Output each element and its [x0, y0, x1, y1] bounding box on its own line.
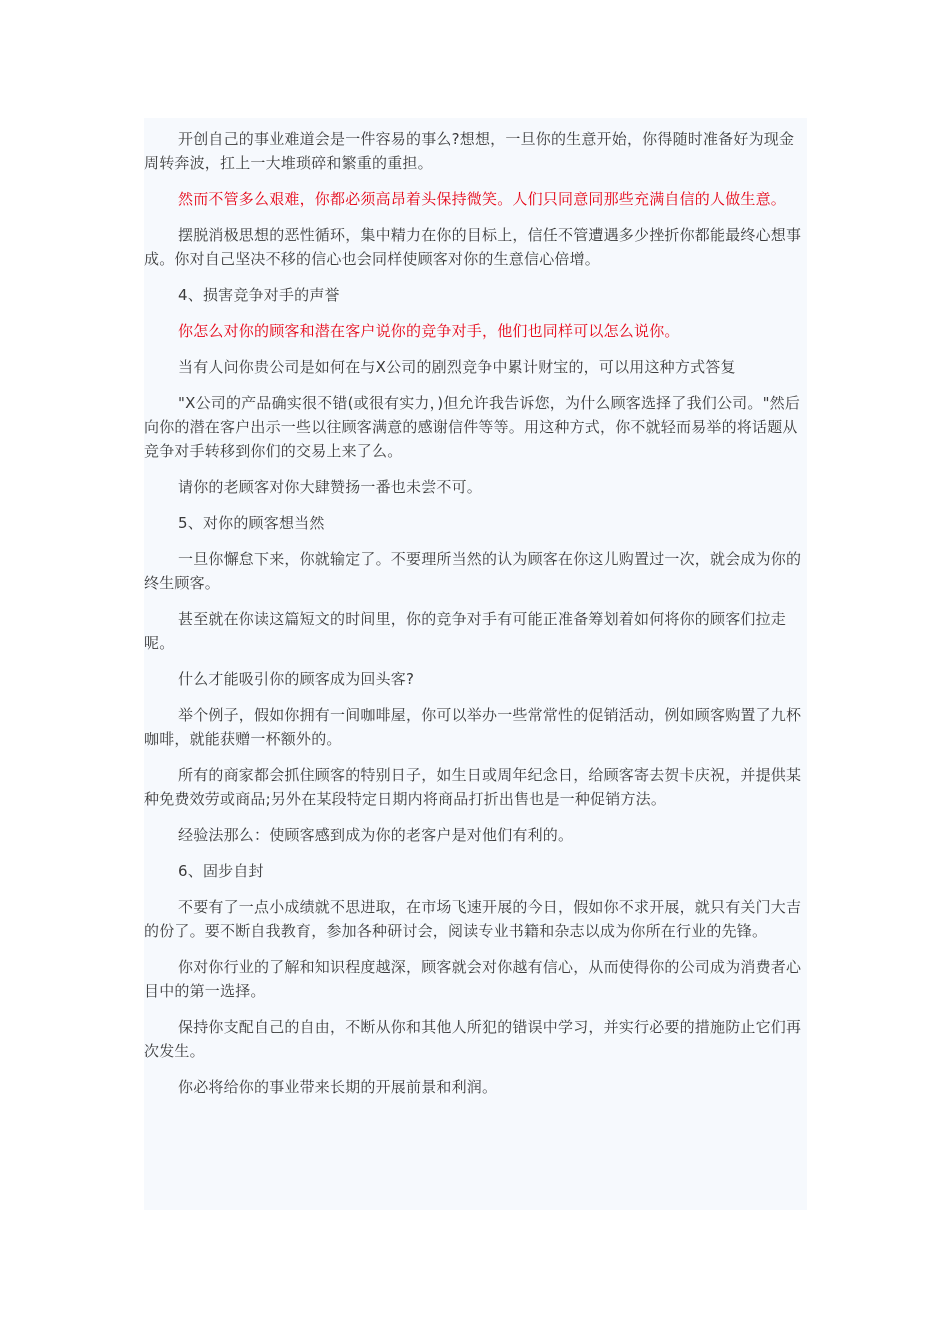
paragraph-7: "X公司的产品确实很不错(或很有实力，)但允许我告诉您，为什么顾客选择了我们公司。"然后向你的潜在客户出示一些以往顾客满意的感谢信件等等。用这种方式，你不就轻而易举的将话题从竞争对手转移到你们的交易上来了么。 [144, 394, 801, 460]
paragraph-18: 你对你行业的了解和知识程度越深，顾客就会对你越有信心，从而使得你的公司成为消费者心目中的第一选择。 [144, 958, 802, 1000]
paragraph-2-highlight: 然而不管多么艰难，你都必须高昂着头保持微笑。人们只同意同那些充满自信的人做生意。 [178, 190, 787, 208]
paragraph-8: 请你的老顾客对你大肆赞扬一番也未尝不可。 [178, 478, 483, 496]
article-body [144, 118, 807, 1210]
paragraph-11: 甚至就在你读这篇短文的时间里，你的竞争对手有可能正准备筹划着如何将你的顾客们拉走呢。 [144, 610, 787, 652]
paragraph-19: 保持你支配自己的自由，不断从你和其他人所犯的错误中学习，并实行必要的措施防止它们再次发生。 [144, 1018, 802, 1060]
paragraph-20: 你必将给你的事业带来长期的开展前景和利润。 [178, 1078, 498, 1096]
section-heading-4: 4、损害竞争对手的声誉 [178, 286, 340, 304]
section-heading-5: 5、对你的顾客想当然 [178, 514, 325, 532]
paragraph-6: 当有人问你贵公司是如何在与X公司的剧烈竞争中累计财宝的，可以用这种方式答复 [178, 358, 736, 376]
paragraph-12: 什么才能吸引你的顾客成为回头客? [178, 670, 415, 688]
paragraph-10: 一旦你懈怠下来，你就输定了。不要理所当然的认为顾客在你这儿购置过一次，就会成为你的终生顾客。 [144, 550, 802, 592]
paragraph-15: 经验法那么：使顾客感到成为你的老客户是对他们有利的。 [178, 826, 574, 844]
paragraph-14: 所有的商家都会抓住顾客的特别日子，如生日或周年纪念日，给顾客寄去贺卡庆祝，并提供某种免费效劳或商品;另外在某段特定日期内将商品打折出售也是一种促销方法。 [144, 766, 802, 808]
paragraph-3: 摆脱消极思想的恶性循环，集中精力在你的目标上，信任不管遭遇多少挫折你都能最终心想事成。你对自己坚决不移的信心也会同样使顾客对你的生意信心倍增。 [144, 226, 802, 268]
paragraph-1: 开创自己的事业难道会是一件容易的事么?想想，一旦你的生意开始，你得随时准备好为现金周转奔波，扛上一大堆琐碎和繁重的重担。 [144, 130, 795, 172]
paragraph-17: 不要有了一点小成绩就不思进取，在市场飞速开展的今日，假如你不求开展，就只有关门大吉的份了。要不断自我教育，参加各种研讨会，阅读专业书籍和杂志以成为你所在行业的先锋。 [144, 898, 802, 940]
section-heading-6: 6、固步自封 [178, 862, 264, 880]
paragraph-13: 举个例子，假如你拥有一间咖啡屋，你可以举办一些常常性的促销活动，例如顾客购置了九杯咖啡，就能获赠一杯额外的。 [144, 706, 802, 748]
paragraph-5-highlight: 你怎么对你的顾客和潜在客户说你的竞争对手，他们也同样可以怎么说你。 [178, 322, 680, 340]
